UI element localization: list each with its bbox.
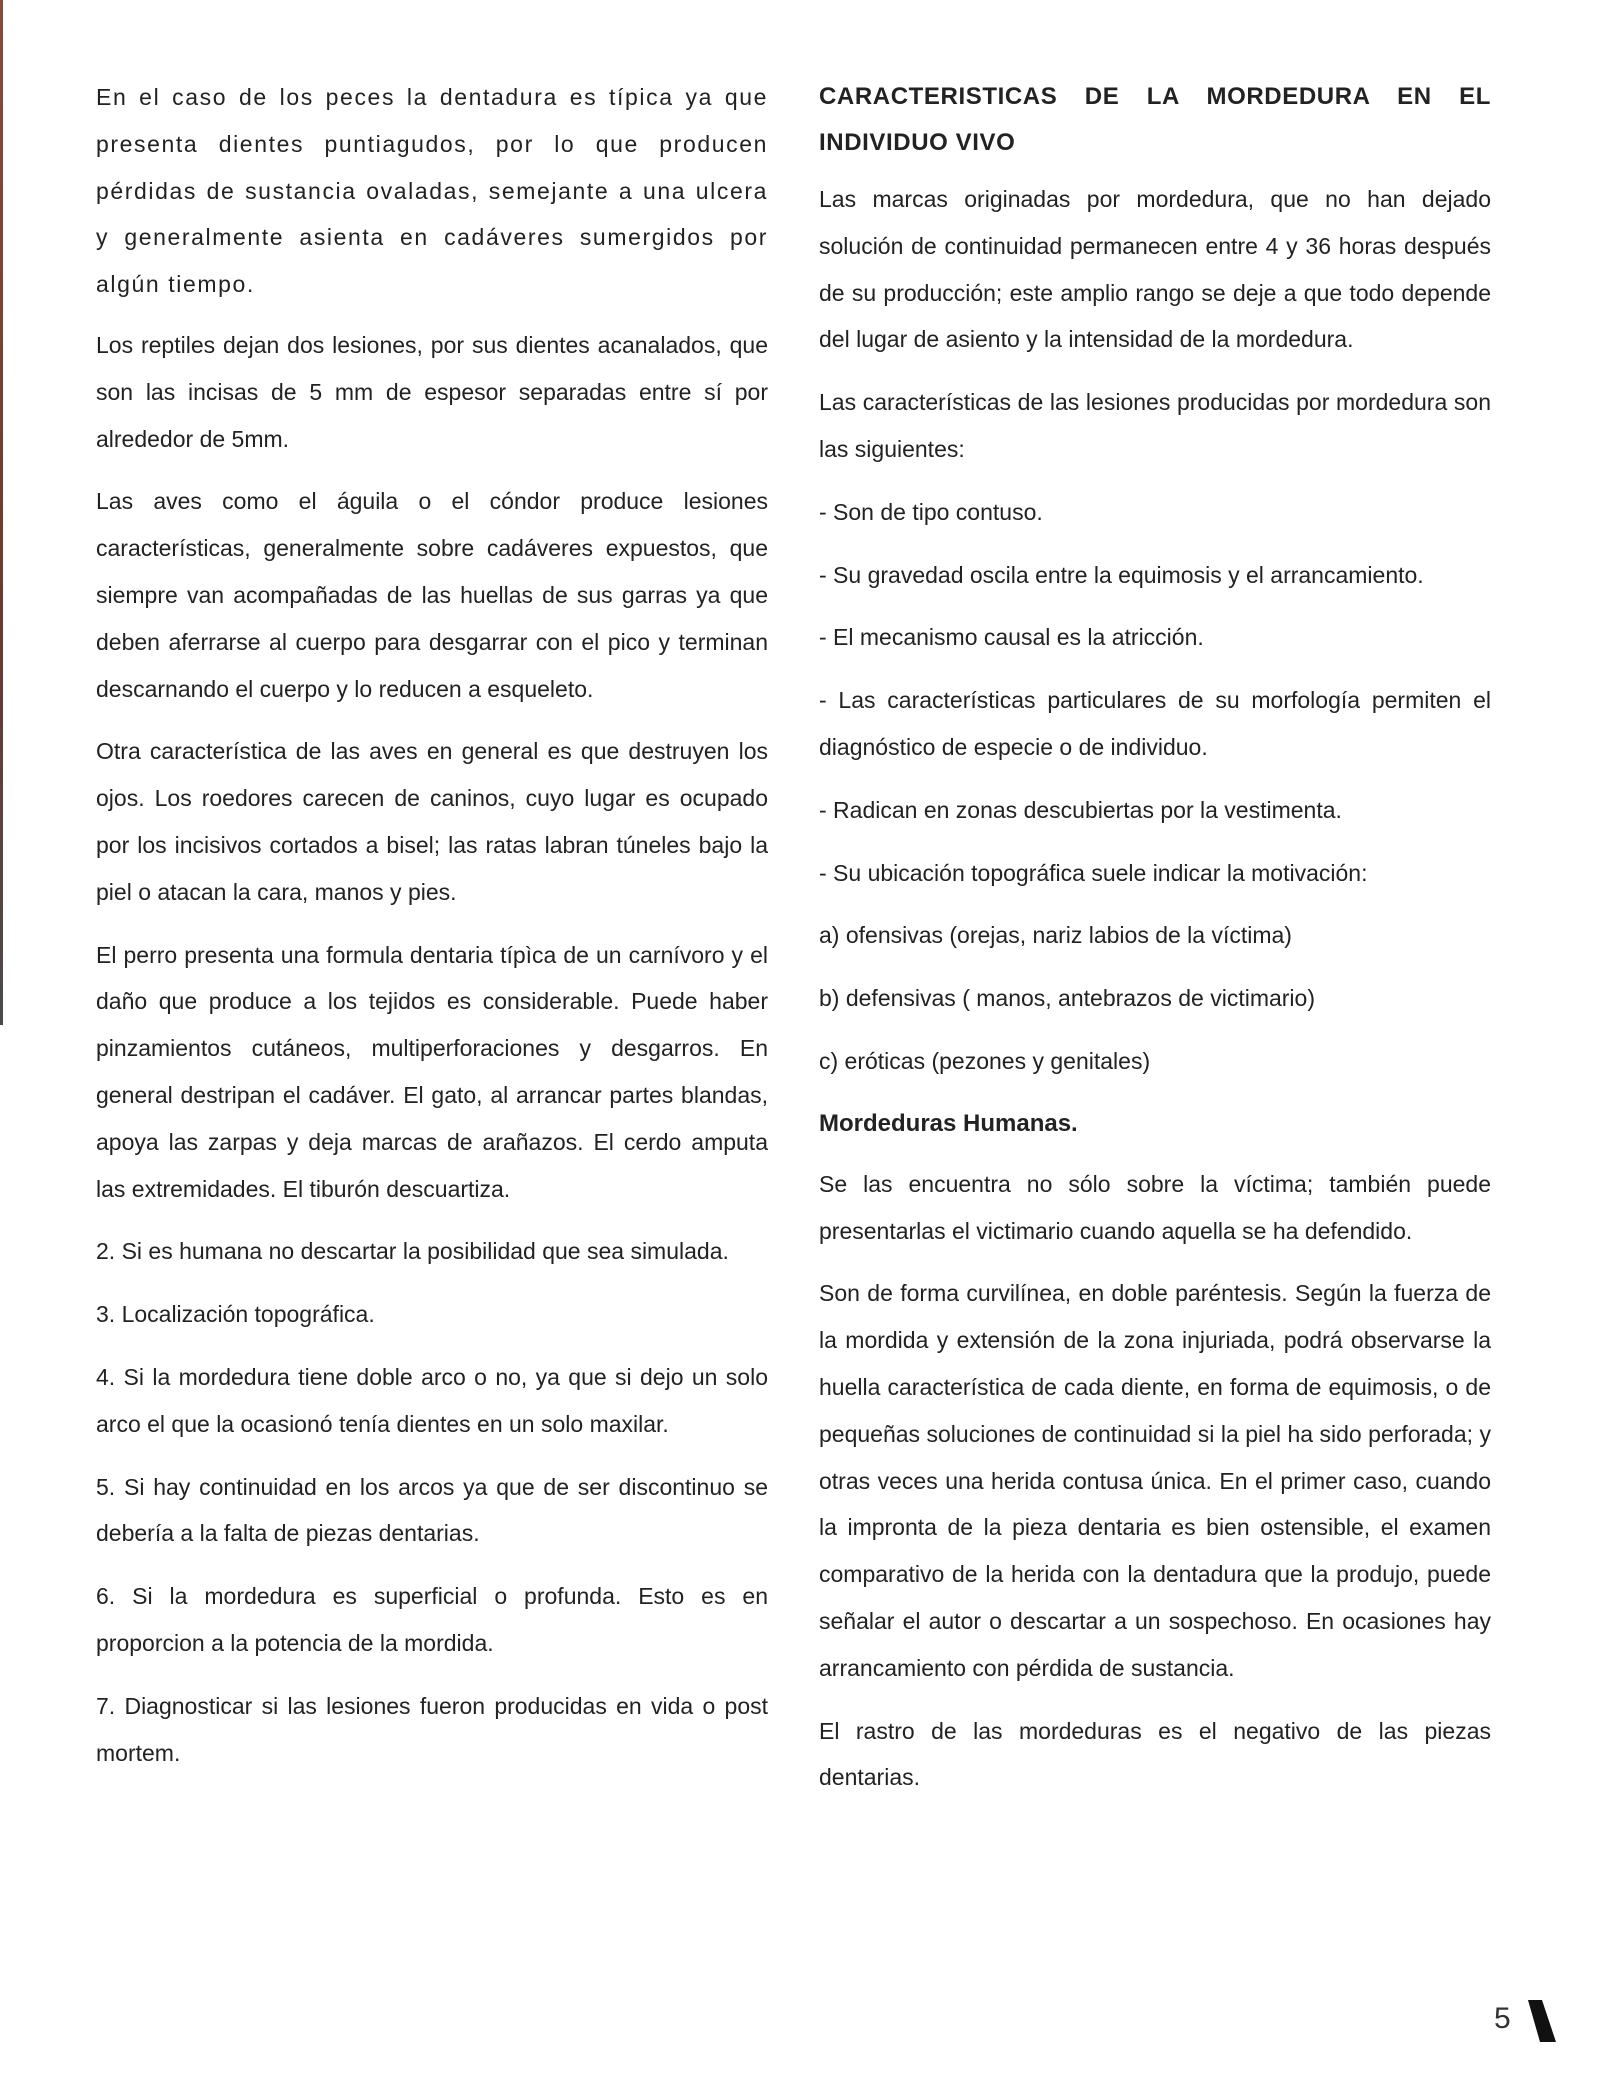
paragraph-human-3: El rastro de las mordeduras es el negativo de las piezas dentarias. xyxy=(819,1717,1491,1791)
list-item: - El mecanismo causal es la atricción. xyxy=(819,624,1204,651)
list-item: - Son de tipo contuso. xyxy=(819,498,1043,525)
list-item: - Las características particulares de su morfología permiten el diagnóstico de especie o de individuo. xyxy=(819,687,1491,760)
list-item: - Radican en zonas descubiertas por la vestimenta. xyxy=(819,796,1342,823)
paragraph-characteristics-intro: Las características de las lesiones producidas por mordedura son las siguientes: xyxy=(819,389,1491,462)
right-column xyxy=(819,74,1491,1817)
numbered-item-3: 3. Localización topográfica. xyxy=(96,1301,375,1328)
paragraph-dogs-cats: El perro presenta una formula dentaria típìca de un carnívoro y el daño que produce a los tejidos es considerable. Puede haber pinzamientos cutáneos, multiperforaciones y desgarros. En general destripan el cadáver. El gato, al arrancar partes blandas, apoya las zarpas y deja marcas de arañazos. El cerdo amputa las extremidades. El tiburón descuartiza. xyxy=(96,941,768,1202)
numbered-item-4: 4. Si la mordedura tiene doble arco o no, ya que si dejo un solo arco el que la ocasionó tenía dientes en un solo maxilar. xyxy=(96,1363,768,1437)
paragraph-birds-rodents: Otra característica de las aves en general es que destruyen los ojos. Los roedores carecen de caninos, cuyo lugar es ocupado por los incisivos cortados a bisel; las ratas labran túneles bajo la piel o atacan la cara, manos y pies. xyxy=(96,738,768,905)
section-heading: CARACTERISTICAS DE LA MORDEDURA EN EL INDIVIDUO VIVO xyxy=(819,83,1491,156)
paragraph-reptiles: Los reptiles dejan dos lesiones, por sus dientes acanalados, que son las incisas de 5 mm de espesor separadas entre sí por alrededor de 5mm. xyxy=(96,331,768,452)
paragraph-fish: En el caso de los peces la dentadura es típica ya que presenta dientes puntiagudos, por lo que producen pérdidas de sustancia ovaladas, semejante a una ulcera y generalmente asienta en cadáveres sumergidos por algún tiempo. xyxy=(96,84,768,298)
numbered-item-7: 7. Diagnosticar si las lesiones fueron producidas en vida o post mortem. xyxy=(96,1692,768,1766)
subheading-human-bites: Mordeduras Humanas. xyxy=(819,1109,1078,1137)
page-corner-mark-icon xyxy=(1526,2000,1556,2042)
page-number: 5 xyxy=(1494,2002,1511,2035)
list-item: - Su ubicación topográfica suele indicar la motivación: xyxy=(819,859,1368,886)
numbered-item-2: 2. Si es humana no descartar la posibilidad que sea simulada. xyxy=(96,1238,729,1265)
left-edge-bar xyxy=(0,0,3,1025)
list-item: c) eróticas (pezones y genitales) xyxy=(819,1047,1151,1074)
paragraph-birds: Las aves como el águila o el cóndor produce lesiones características, generalmente sobre cadáveres expuestos, que siempre van acompañadas de las huellas de sus garras ya que deben aferrarse al cuerpo para desgarrar con el pico y terminan descarnando el cuerpo y lo reducen a esqueleto. xyxy=(96,488,768,702)
paragraph-intro: Las marcas originadas por mordedura, que no han dejado solución de continuidad permanecen entre 4 y 36 horas después de su producción; este amplio rango se deje a que todo depende del lugar de asiento y la intensidad de la mordedura. xyxy=(819,186,1491,353)
numbered-item-6: 6. Si la mordedura es superficial o profunda. Esto es en proporcion a la potencia de la mordida. xyxy=(96,1583,768,1656)
numbered-item-5: 5. Si hay continuidad en los arcos ya que de ser discontinuo se debería a la falta de piezas dentarias. xyxy=(96,1473,768,1547)
paragraph-human-1: Se las encuentra no sólo sobre la víctima; también puede presentarlas el victimario cuando aquella se ha defendido. xyxy=(819,1170,1491,1244)
left-column xyxy=(96,74,768,1792)
paragraph-human-2: Son de forma curvilínea, en doble paréntesis. Según la fuerza de la mordida y extensión de la zona injuriada, podrá observarse la huella característica de cada diente, en forma de equimosis, o de pequeñas soluciones de continuidad si la piel ha sido perforada; y otras veces una herida contusa única. En el primer caso, cuando la impronta de la pieza dentaria es bien ostensible, el examen comparativo de la herida con la dentadura que la produjo, puede señalar el autor o descartar a un sospechoso. En ocasiones hay arrancamiento con pérdida de sustancia. xyxy=(819,1280,1491,1681)
list-item: a) ofensivas (orejas, nariz labios de la víctima) xyxy=(819,922,1292,949)
list-item: - Su gravedad oscila entre la equimosis y el arrancamiento. xyxy=(819,561,1424,588)
list-item: b) defensivas ( manos, antebrazos de victimario) xyxy=(819,985,1315,1012)
